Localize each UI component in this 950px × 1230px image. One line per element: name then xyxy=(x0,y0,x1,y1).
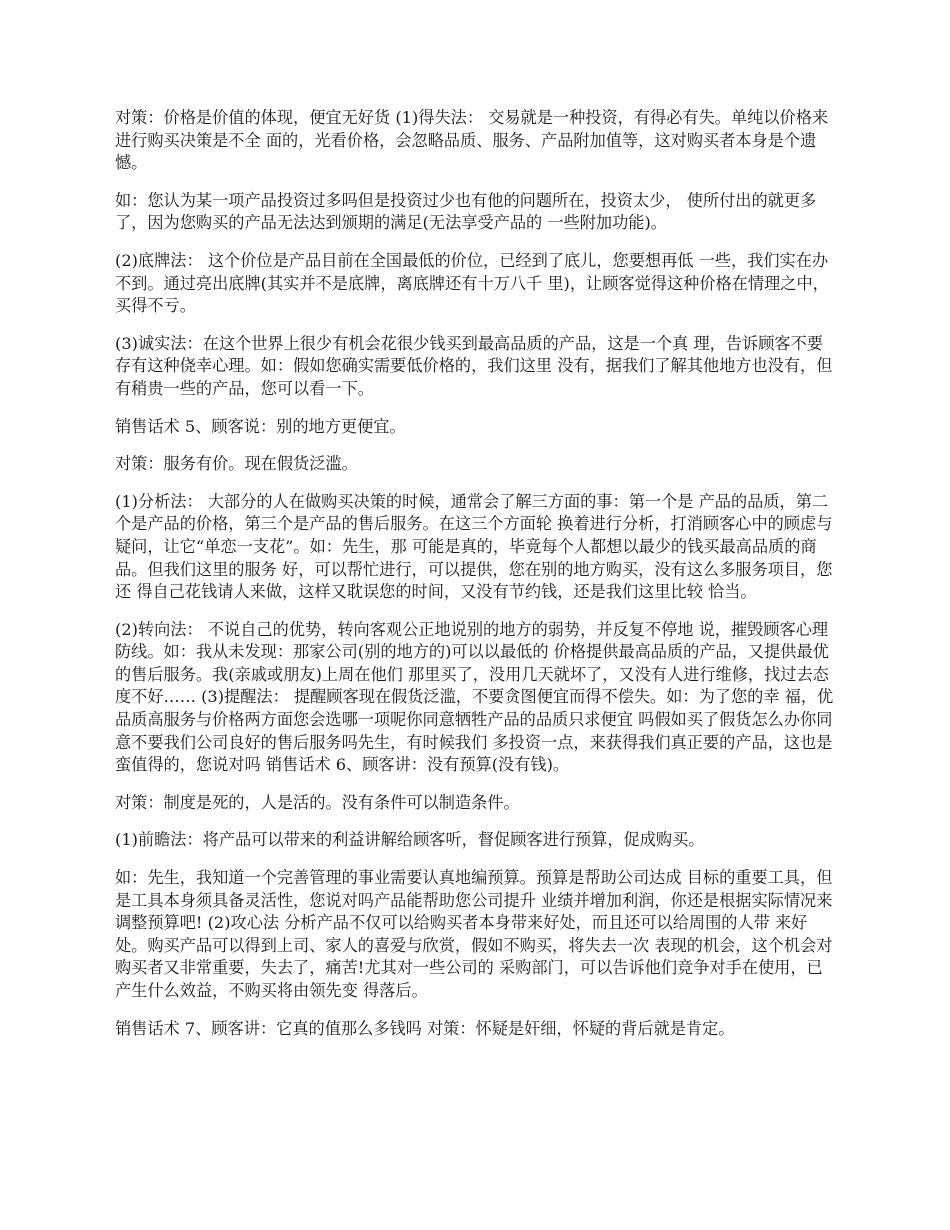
paragraph-script-7-heading: 销售话术 7、顾客讲：它真的值那么多钱吗 对策：怀疑是奸细，怀疑的背后就是肯定。 xyxy=(115,1018,735,1038)
paragraph-system-is-dead: 对策：制度是死的，人是活的。没有条件可以制造条件。 xyxy=(115,792,520,812)
paragraph-price-value: 对策：价格是价值的体现，便宜无好货 (1)得失法： 交易就是一种投资，有得必有失。单纯以价格来进行购买决策是不全 面的，光看价格，会忽略品质、服务、产品附加值等，这对购买者本身是个遗憾。 xyxy=(115,108,829,173)
paragraph-analysis-method: (1)分析法： 大部分的人在做购买决策的时候，通常会了解三方面的事：第一个是 产品的品质，第二个是产品的价格，第三个是产品的售后服务。在这三个方面轮 换着进行分析，打消顾客心中的顾虑与疑问，让它“单恋一支花”。如：先生，那 可能是真的，毕竟每个人都想以最少的钱买最高品质的商品。但我们这里的服务 好，可以帮忙进行，可以提供，您在别的地方购买，没有这么多服务项目，您还 得自己花钱请人来做，这样又耽误您的时间，又没有节约钱，还是我们这里比较 恰当。 xyxy=(115,491,833,602)
paragraph-bottom-line-method: (2)底牌法： 这个价位是产品目前在全国最低的价位，已经到了底儿，您要想再低 一些，我们实在办不到。通过亮出底牌(其实并不是底牌，离底牌还有十万八千 里)，让顾客觉得这种价格在情理之中，买得不亏。 xyxy=(115,250,829,316)
paragraph-service-has-value: 对策：服务有价。现在假货泛滥。 xyxy=(115,454,358,474)
paragraph-budget-example: 如：先生，我知道一个完善管理的事业需要认真地编预算。预算是帮助公司达成 目标的重要工具，但是工具本身须具备灵活性，您说对吗产品能帮助您公司提升 业绩并增加利润，你还是根据实际情况来调整预算吧! (2)攻心法 分析产品不仅可以给购买者本身带来好处，而且还可以给周围的人带 来好处。购买产品可以得到上司、家人的喜爱与欣赏，假如不购买，将失去一次 表现的机会，这个机会对购买者又非常重要，失去了，痛苦!尤其对一些公司的 采购部门，可以告诉他们竞争对手在使用，已产生什么效益，不购买将由领先变 得落后。 xyxy=(115,868,833,1000)
paragraph-foresight-method: (1)前瞻法：将产品可以带来的利益讲解给顾客听，督促顾客进行预算，促成购买。 xyxy=(115,830,705,850)
paragraph-honesty-method: (3)诚实法：在这个世界上很少有机会花很少钱买到最高品质的产品，这是一个真 理，告诉顾客不要存有这种侥幸心理。如：假如您确实需要低价格的，我们这里 没有，据我们了解其他地方也没有，但有稍贵一些的产品，您可以看一下。 xyxy=(115,333,833,398)
paragraph-script-5-heading: 销售话术 5、顾客说：别的地方更便宜。 xyxy=(115,416,406,436)
paragraph-redirect-method: (2)转向法： 不说自己的优势，转向客观公正地说别的地方的弱势，并反复不停地 说，摧毁顾客心理防线。如：我从未发现：那家公司(别的地方的)可以以最低的 价格提供最高品质的产品，又提供最优的售后服务。我(亲戚或朋友)上周在他们 那里买了，没用几天就坏了，又没有人进行维修，找过去态度不好…… (3)提醒法： 提醒顾客现在假货泛滥，不要贪图便宜而得不偿失。如：为了您的幸 福，优品质高服务与价格两方面您会选哪一项呢你同意牺牲产品的品质只求便宜 吗假如买了假货怎么办你同意不要我们公司良好的售后服务吗先生，有时候我们 多投资一点，来获得我们真正要的产品，这也是蛮值得的，您说对吗 销售话术 6、顾客讲：没有预算(没有钱)。 xyxy=(115,619,834,775)
paragraph-investment-example: 如：您认为某一项产品投资过多吗但是投资过少也有他的问题所在，投资太少， 使所付出的就更多了，因为您购买的产品无法达到颁期的满足(无法享受产品的 一些附加功能)。 xyxy=(115,190,817,233)
